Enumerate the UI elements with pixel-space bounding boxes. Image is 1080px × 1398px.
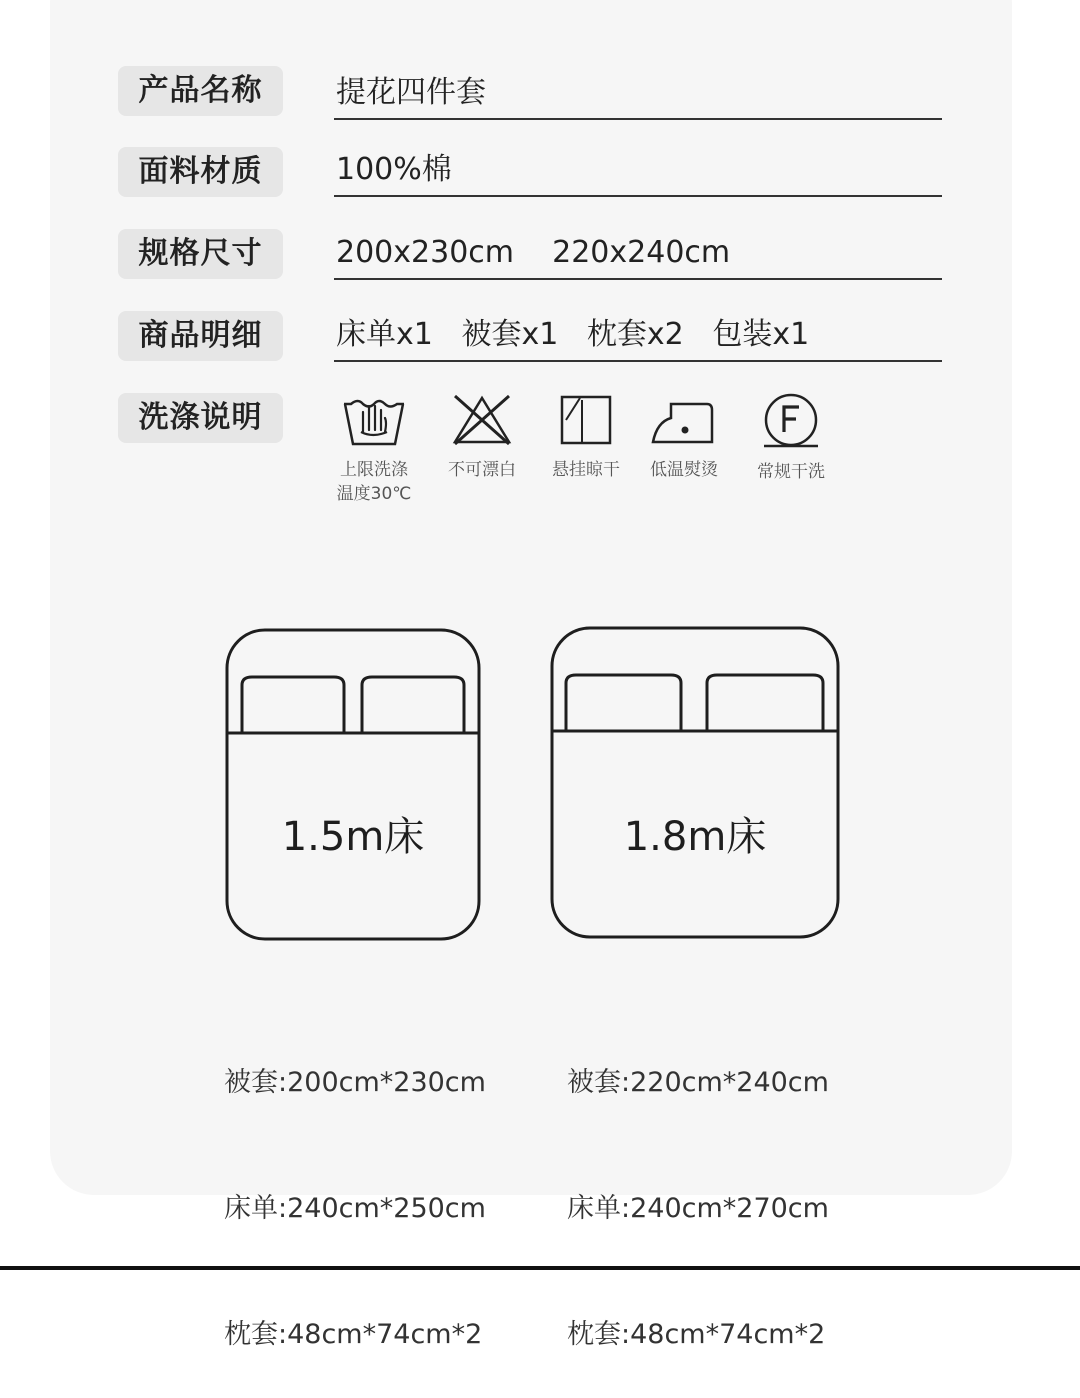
spec-pillowcase: 枕套:48cm*74cm*2 [567,1319,826,1350]
wash-temp-label: 上限洗涤 温度30℃ [336,460,412,504]
bed-outline-icon [549,625,841,940]
spec-duvet: 被套:220cm*240cm [567,1067,829,1098]
no-bleach-label: 不可漂白 [448,460,516,480]
contents-label: 商品明细 [118,311,283,361]
product-name-label: 产品名称 [118,66,283,116]
low-iron-icon [649,392,719,448]
dry-clean-label: 常规干洗 [757,462,825,482]
no-bleach-icon [449,392,515,448]
fabric-value: 100%棉 [334,149,942,197]
dry-clean-f-icon [758,392,824,450]
bed-outline-icon [224,627,482,942]
wash-tub-hand-icon [341,392,407,448]
fabric-label: 面料材质 [118,147,283,197]
spec-list-1-5m [224,978,486,1398]
wash-item-low-iron [634,392,734,482]
wash-item-hang-dry [536,392,636,482]
bed-diagram-1-5m [224,627,482,942]
wash-item-dry-clean [741,392,841,484]
wash-item-temp [324,392,424,506]
spec-sheet: 床单:240cm*270cm [567,1193,829,1224]
spec-duvet: 被套:200cm*230cm [224,1067,486,1098]
hang-dry-icon [553,392,619,448]
spec-pillowcase: 枕套:48cm*74cm*2 [224,1319,483,1350]
low-iron-label: 低温熨烫 [650,460,718,480]
bottom-divider [0,1266,1080,1270]
spec-sheet: 床单:240cm*250cm [224,1193,486,1224]
wash-item-no-bleach [432,392,532,482]
hang-dry-label: 悬挂晾干 [552,460,620,480]
bed-size-label: 1.5m床 [281,814,425,860]
bed-diagram-1-8m [549,625,841,940]
size-label: 规格尺寸 [118,229,283,279]
bed-size-label: 1.8m床 [623,814,767,860]
contents-value: 床单x1 被套x1 枕套x2 包装x1 [334,314,942,362]
wash-instructions-label: 洗涤说明 [118,393,283,443]
size-value: 200x230cm 220x240cm [334,232,942,280]
product-name-value: 提花四件套 [334,72,942,120]
spec-list-1-8m [567,978,829,1398]
